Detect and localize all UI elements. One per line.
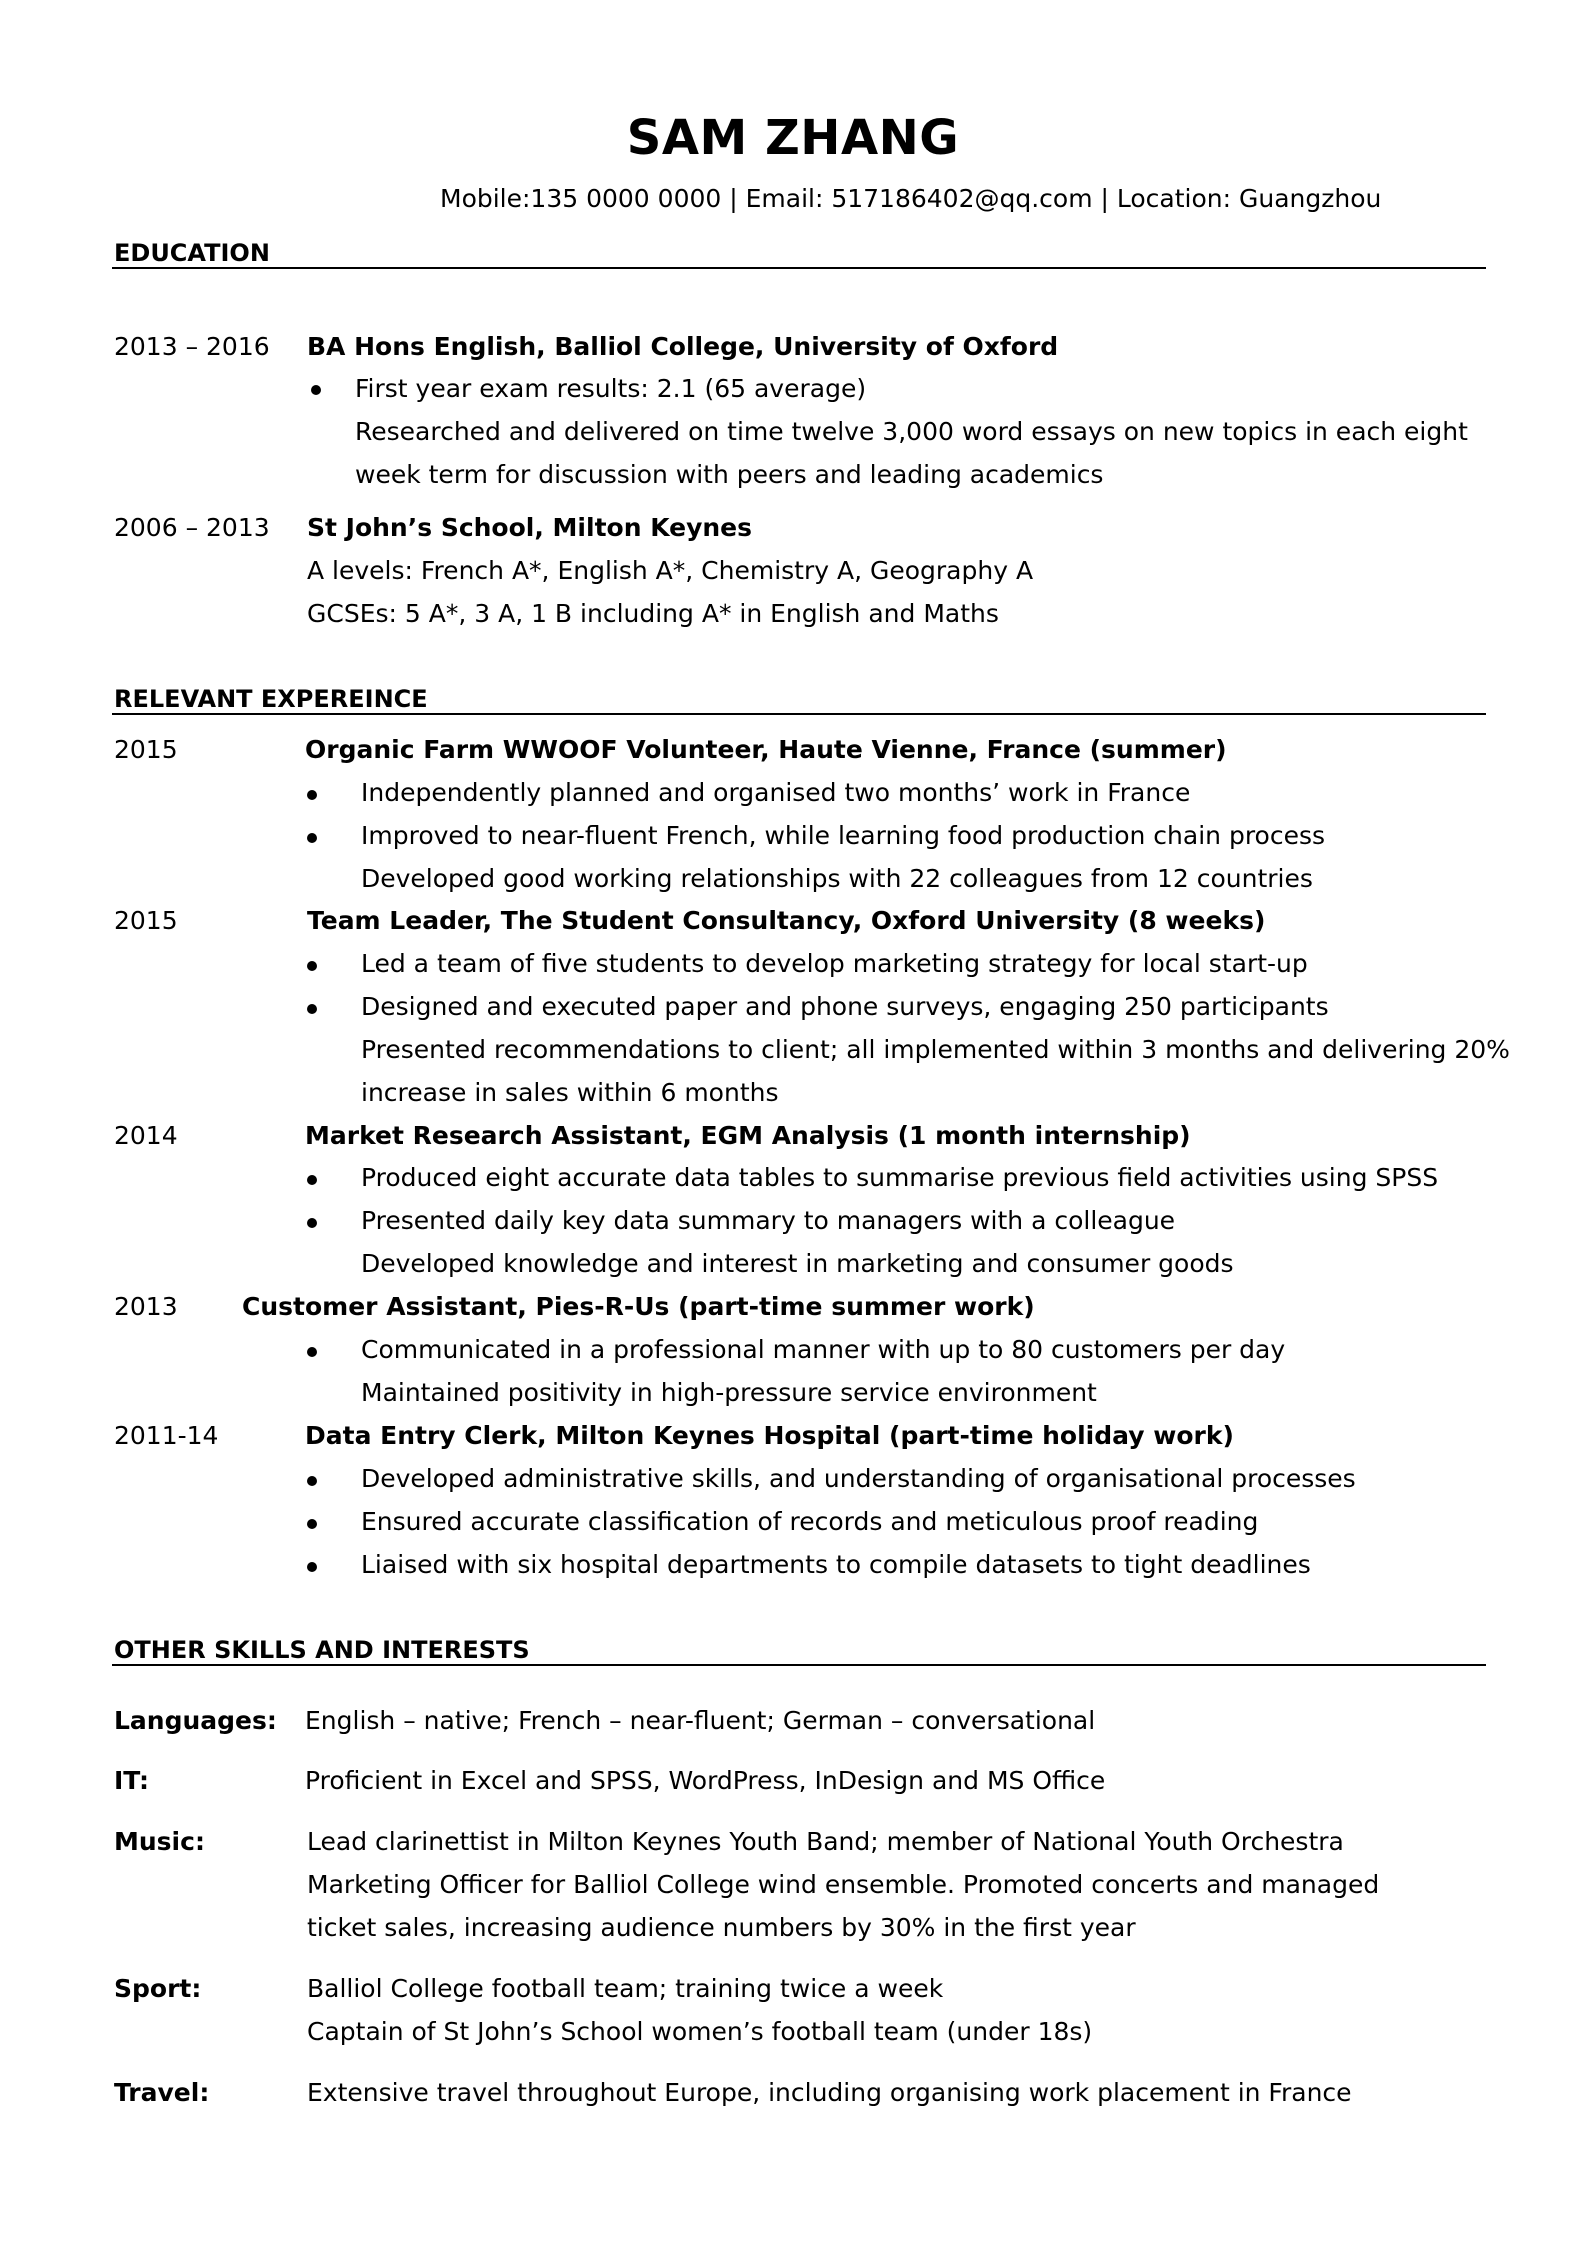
experience-line: Designed and executed paper and phone surveys, engaging 250 participants (361, 992, 1329, 1021)
bullet-icon (311, 385, 321, 395)
experience-line: Liaised with six hospital departments to compile datasets to tight deadlines (361, 1550, 1311, 1579)
skills-rule (112, 1664, 1486, 1666)
education-years: 2006 – 2013 (114, 513, 270, 542)
experience-heading: RELEVANT EXPEREINCE (114, 685, 428, 713)
experience-year: 2015 (114, 906, 178, 935)
bullet-icon (307, 1004, 317, 1014)
education-title: BA Hons English, Balliol College, University of Oxford (307, 332, 1059, 361)
experience-line: Maintained positivity in high-pressure service environment (361, 1378, 1097, 1407)
experience-title: Organic Farm WWOOF Volunteer, Haute Vienne, France (summer) (305, 735, 1227, 764)
experience-year: 2014 (114, 1121, 178, 1150)
skill-label: IT: (114, 1766, 149, 1795)
experience-title: Team Leader, The Student Consultancy, Oxford University (8 weeks) (307, 906, 1266, 935)
experience-year: 2015 (114, 735, 178, 764)
experience-line: increase in sales within 6 months (361, 1078, 779, 1107)
skill-line: ticket sales, increasing audience numbers by 30% in the first year (307, 1913, 1136, 1942)
experience-title: Market Research Assistant, EGM Analysis (1 month internship) (305, 1121, 1191, 1150)
skills-heading: OTHER SKILLS AND INTERESTS (114, 1636, 530, 1664)
education-title: St John’s School, Milton Keynes (307, 513, 753, 542)
experience-rule (112, 713, 1486, 715)
education-line: week term for discussion with peers and leading academics (355, 460, 1104, 489)
bullet-icon (307, 1175, 317, 1185)
skill-label: Languages: (114, 1706, 277, 1735)
experience-line: Presented recommendations to client; all implemented within 3 months and delivering 20% (361, 1035, 1510, 1064)
education-line: First year exam results: 2.1 (65 average) (355, 374, 867, 403)
skill-label: Sport: (114, 1974, 202, 2003)
resume-name: SAM ZHANG (626, 110, 960, 166)
education-line: GCSEs: 5 A*, 3 A, 1 B including A* in English and Maths (307, 599, 999, 628)
bullet-icon (307, 1347, 317, 1357)
skill-line: Marketing Officer for Balliol College wind ensemble. Promoted concerts and managed (307, 1870, 1380, 1899)
skill-line: Lead clarinettist in Milton Keynes Youth Band; member of National Youth Orchestra (307, 1827, 1344, 1856)
experience-year: 2013 (114, 1292, 178, 1321)
experience-year: 2011-14 (114, 1421, 219, 1450)
bullet-icon (307, 833, 317, 843)
bullet-icon (307, 1562, 317, 1572)
experience-line: Ensured accurate classification of records and meticulous proof reading (361, 1507, 1259, 1536)
experience-line: Developed good working relationships with 22 colleagues from 12 countries (361, 864, 1313, 893)
experience-title: Data Entry Clerk, Milton Keynes Hospital (part-time holiday work) (305, 1421, 1234, 1450)
skill-line: Balliol College football team; training twice a week (307, 1974, 944, 2003)
skill-label: Travel: (114, 2078, 210, 2107)
education-years: 2013 – 2016 (114, 332, 270, 361)
experience-line: Developed knowledge and interest in marketing and consumer goods (361, 1249, 1234, 1278)
experience-line: Developed administrative skills, and understanding of organisational processes (361, 1464, 1356, 1493)
education-rule (112, 267, 1486, 269)
skill-line: Proficient in Excel and SPSS, WordPress, InDesign and MS Office (305, 1766, 1106, 1795)
skill-line: Captain of St John’s School women’s football team (under 18s) (307, 2017, 1093, 2046)
skill-line: Extensive travel throughout Europe, including organising work placement in France (307, 2078, 1352, 2107)
bullet-icon (307, 1218, 317, 1228)
bullet-icon (307, 790, 317, 800)
education-line: A levels: French A*, English A*, Chemistry A, Geography A (307, 556, 1034, 585)
education-line: Researched and delivered on time twelve 3,000 word essays on new topics in each eight (355, 417, 1468, 446)
experience-line: Presented daily key data summary to managers with a colleague (361, 1206, 1176, 1235)
experience-line: Communicated in a professional manner with up to 80 customers per day (361, 1335, 1286, 1364)
bullet-icon (307, 1476, 317, 1486)
experience-line: Improved to near-fluent French, while learning food production chain process (361, 821, 1326, 850)
experience-line: Produced eight accurate data tables to summarise previous field activities using SPSS (361, 1163, 1439, 1192)
experience-line: Independently planned and organised two months’ work in France (361, 778, 1191, 807)
experience-title: Customer Assistant, Pies-R-Us (part-time summer work) (242, 1292, 1035, 1321)
bullet-icon (307, 1519, 317, 1529)
contact-line: Mobile:135 0000 0000 | Email: 517186402@qq.com | Location: Guangzhou (440, 184, 1382, 213)
skill-line: English – native; French – near-fluent; German – conversational (305, 1706, 1096, 1735)
skill-label: Music: (114, 1827, 205, 1856)
education-heading: EDUCATION (114, 239, 270, 267)
experience-line: Led a team of five students to develop marketing strategy for local start-up (361, 949, 1308, 978)
bullet-icon (307, 961, 317, 971)
